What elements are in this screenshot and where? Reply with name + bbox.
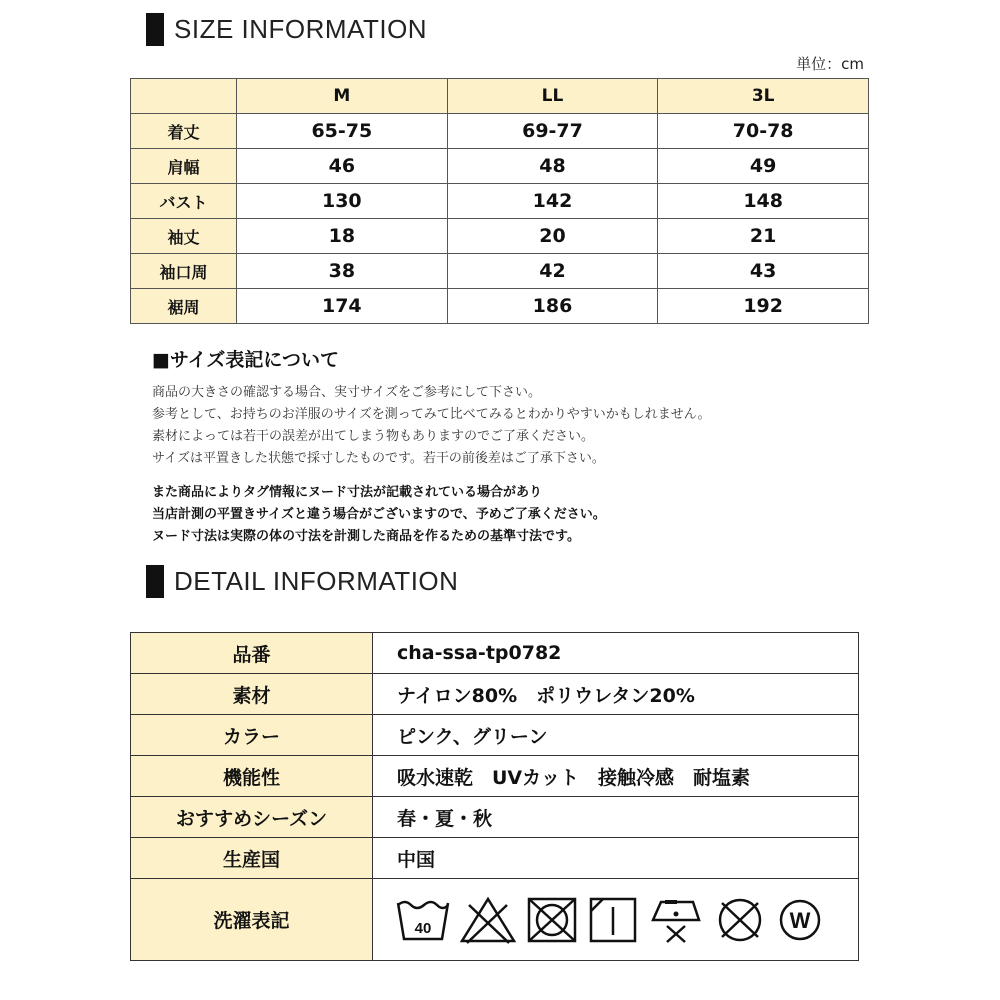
size-row [131, 184, 869, 219]
size-value: 42 [447, 254, 658, 289]
size-row [131, 149, 869, 184]
detail-information-title: DETAIL INFORMATION [174, 566, 459, 596]
detail-value: 中国 [373, 838, 859, 879]
size-value: 20 [447, 219, 658, 254]
size-row-label: 袖丈 [131, 219, 237, 254]
size-value: 186 [447, 289, 658, 324]
size-row [131, 114, 869, 149]
size-value: 174 [237, 289, 448, 324]
size-value: 148 [658, 184, 869, 219]
detail-row [131, 756, 859, 797]
detail-value: ピンク、グリーン [373, 715, 859, 756]
note-line: サイズは平置きした状態で採寸したものです。若干の前後差はご了承下さい。 [152, 451, 605, 466]
size-row [131, 254, 869, 289]
note-bold-line: ヌード寸法は実際の体の寸法を計測した商品を作るための基準寸法です。 [152, 529, 580, 544]
size-table [130, 78, 869, 324]
note-bold-line: 当店計測の平置きサイズと違う場合がございますので、予めご了承ください。 [152, 507, 606, 522]
size-value: 46 [237, 149, 448, 184]
wash-temp-text: 40 [414, 919, 432, 937]
detail-row [131, 633, 859, 674]
wash-40-icon [395, 895, 451, 945]
size-row-label: 袖口周 [131, 254, 237, 289]
wet-clean-text: W [789, 907, 811, 933]
size-notes [152, 345, 912, 548]
size-row [131, 289, 869, 324]
detail-row [131, 715, 859, 756]
detail-row [131, 797, 859, 838]
note-line: 商品の大きさの確認する場合、実寸サイズをご参考にして下さい。 [152, 385, 541, 400]
size-value: 48 [447, 149, 658, 184]
size-value: 21 [658, 219, 869, 254]
detail-row [131, 838, 859, 879]
size-value: 18 [237, 219, 448, 254]
size-row-label: 肩幅 [131, 149, 237, 184]
size-header-m: M [237, 79, 448, 114]
size-header-row [131, 79, 869, 114]
detail-value: cha-ssa-tp0782 [373, 633, 859, 674]
size-header-3l: 3L [658, 79, 869, 114]
no-dry-clean-icon [713, 895, 767, 945]
no-tumble-dry-icon [525, 895, 579, 945]
size-value: 69-77 [447, 114, 658, 149]
detail-value: 吸水速乾 UVカット 接触冷感 耐塩素 [373, 756, 859, 797]
heading-bar [146, 565, 164, 598]
size-header-blank [131, 79, 237, 114]
size-notes-title: ■サイズ表記について [152, 349, 340, 371]
detail-label: 生産国 [131, 838, 373, 879]
size-value: 192 [658, 289, 869, 324]
size-row-label: 裾周 [131, 289, 237, 324]
detail-label: 品番 [131, 633, 373, 674]
note-bold-line: また商品によりタグ情報にヌード寸法が記載されている場合があり [152, 485, 543, 500]
line-dry-shade-icon [587, 895, 639, 945]
detail-label: 素材 [131, 674, 373, 715]
size-value: 130 [237, 184, 448, 219]
size-row-label: 着丈 [131, 114, 237, 149]
size-value: 65-75 [237, 114, 448, 149]
care-icons-cell [373, 879, 859, 961]
care-row [131, 879, 859, 961]
size-value: 70-78 [658, 114, 869, 149]
size-value: 43 [658, 254, 869, 289]
size-value: 49 [658, 149, 869, 184]
detail-label: カラー [131, 715, 373, 756]
size-information-heading [146, 13, 427, 46]
size-row-label: バスト [131, 184, 237, 219]
size-value: 38 [237, 254, 448, 289]
size-row [131, 219, 869, 254]
iron-low-icon [647, 894, 705, 946]
unit-label: 単位：cm [796, 55, 864, 73]
detail-row [131, 674, 859, 715]
detail-information-heading [146, 565, 458, 598]
size-value: 142 [447, 184, 658, 219]
wet-clean-icon [775, 895, 825, 945]
no-bleach-icon [459, 895, 517, 945]
detail-label: おすすめシーズン [131, 797, 373, 838]
note-line: 参考として、お持ちのお洋服のサイズを測ってみて比べてみるとわかりやすいかもしれません。 [152, 407, 711, 422]
note-line: 素材によっては若干の誤差が出てしまう物もありますのでご了承ください。 [152, 429, 595, 444]
heading-bar [146, 13, 164, 46]
size-header-ll: LL [447, 79, 658, 114]
detail-label: 機能性 [131, 756, 373, 797]
size-information-title: SIZE INFORMATION [174, 14, 428, 44]
detail-table [130, 632, 859, 961]
detail-value: 春・夏・秋 [373, 797, 859, 838]
detail-value: ナイロン80% ポリウレタン20% [373, 674, 859, 715]
care-label: 洗濯表記 [131, 879, 373, 961]
